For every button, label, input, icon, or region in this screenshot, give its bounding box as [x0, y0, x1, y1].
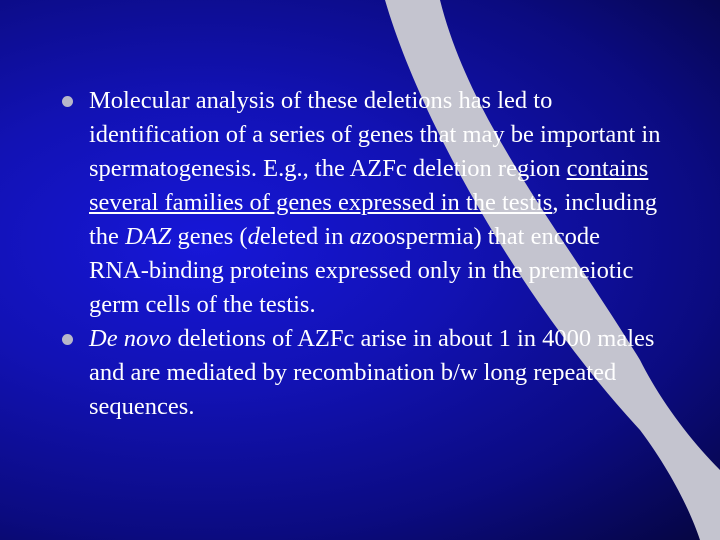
bullet-text: genes ( [171, 223, 248, 250]
italic-text: az [349, 223, 372, 250]
italic-text: DAZ [125, 223, 172, 250]
bullet-item [62, 84, 662, 322]
bullet-text: , including the [89, 189, 658, 250]
bullet-text: eleted in [259, 223, 350, 250]
slide-body [62, 84, 662, 424]
bullet-text: deletions of AZFc arise in about 1 in 4000 males and are mediated by recombination b/w long repeated sequences. [89, 325, 655, 420]
bullet-item [62, 322, 662, 424]
bullet-text: Molecular analysis of these deletions has led to identification of a series of genes that may be important in spermatogenesis. E.g., the AZFc deletion region [89, 87, 661, 182]
underlined-text: contains several families of genes expressed in the testis [89, 155, 649, 216]
bullet-text: oospermia) that encode RNA-binding proteins expressed only in the premeiotic germ cells of the testis. [89, 223, 634, 318]
bullet-dot-icon [62, 96, 73, 107]
italic-text: d [247, 223, 260, 250]
bullet-dot-icon [62, 334, 73, 345]
italic-text: De novo [89, 325, 172, 352]
